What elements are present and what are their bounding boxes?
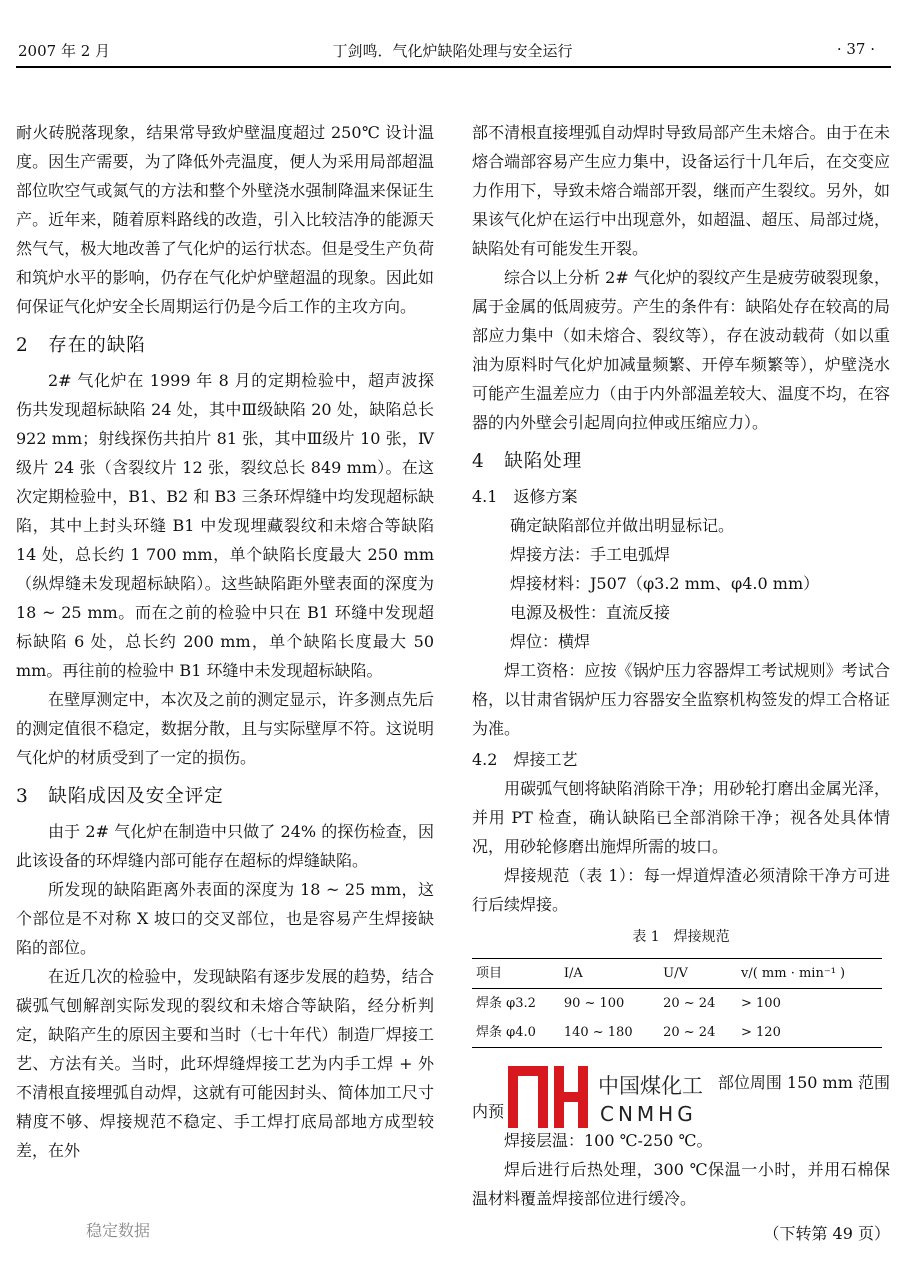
table-header: v/( mm · min⁻¹ ) bbox=[741, 966, 846, 981]
paragraph: 由于 2# 气化炉在制造中只做了 24% 的探伤检查，因此该设备的环焊缝内部可能存在超标的焊缝缺陷。 bbox=[16, 822, 434, 870]
table-header: U/V bbox=[663, 966, 688, 981]
paragraph: 2# 气化炉在 1999 年 8 月的定期检验中，超声波探伤共发现超标缺陷 24 处，其中Ⅲ级缺陷 20 处，缺陷总长 922 mm；射线探伤共拍片 81 张，其中Ⅲ级片 10 张，Ⅳ级片 24 张（含裂纹片 12 张，裂纹总长 849 mm）。在这次定期检验中，B1、B2 和 B3 三条环焊缝中均发现超标缺陷，其中上封头环缝 B1 中发现埋藏裂纹和未熔合等缺陷 14 处，总长约 1 700 mm，单个缺陷长度最大 250 mm（纵焊缝未发现超标缺陷）。这些缺陷距外壁表面的深度为 18 ~ 25 mm。而在之前的检验中只在 B1 环缝中发现超标缺陷 6 处，总长约 200 mm，单个缺陷长度最大 50 mm。再往前的检验中 B1 环缝中未发现超标缺陷。 bbox=[16, 371, 434, 680]
table-cell: 20 ~ 24 bbox=[663, 1025, 716, 1040]
table-cell: > 120 bbox=[741, 1025, 781, 1040]
paragraph: 焊接规范（表 1）：每一焊道焊渣必须清除干净方可进行后续焊接。 bbox=[472, 866, 890, 914]
paragraph: 部不清根直接埋弧自动焊时导致局部产生未熔合。由于在未熔合端部容易产生应力集中，设备运行十几年后，在交变应力作用下，导致未熔合端部开裂，继而产生裂纹。另外，如果该气化炉在运行中出现意外，如超温、超压、局部过烧，缺陷处有可能发生开裂。 bbox=[472, 123, 890, 258]
table-caption: 表 1 焊接规范 bbox=[632, 929, 730, 945]
page-header bbox=[0, 0, 905, 70]
list-item: 确定缺陷部位并做出明显标记。 bbox=[510, 516, 735, 535]
left-column bbox=[16, 118, 434, 1165]
watermark-text: 稳定数据 bbox=[86, 1221, 151, 1240]
header-rule bbox=[16, 66, 891, 68]
subsection-heading: 4.1 返修方案 bbox=[472, 487, 578, 506]
table-cell: 140 ~ 180 bbox=[563, 1025, 633, 1040]
paragraph: 在近几次的检验中，发现缺陷有逐步发展的趋势，结合碳弧气刨解剖实际发现的裂纹和未熔合等缺陷，经分析判定，缺陷产生的原因主要和当时（七十年代）制造厂焊接工艺、方法有关。当时，此环焊缝焊接工艺为内手工焊 + 外不清根直接埋弧自动焊，这就有可能因封头、简体加工尺寸精度不够、焊接规范不稳定、手工焊打底局部地方成型较差，在外 bbox=[16, 967, 434, 1160]
table-cell: 焊条 φ4.0 bbox=[476, 1025, 536, 1040]
issue-date: 2007 年 2 月 bbox=[18, 42, 111, 60]
paragraph: 焊后进行后热处理，300 ℃保温一小时，并用石棉保温材料覆盖焊接部位进行缓冷。 bbox=[472, 1160, 890, 1208]
table-header-row bbox=[472, 959, 882, 989]
table-cell: 20 ~ 24 bbox=[663, 996, 716, 1011]
watermark-logo bbox=[506, 1062, 716, 1132]
list-item: 焊接方法：手工电弧焊 bbox=[510, 545, 671, 564]
paragraph-fragment: 内预 bbox=[472, 1102, 505, 1121]
paragraph-fragment: 部位周围 150 mm 范围 bbox=[717, 1073, 890, 1092]
paragraph: 焊工资格：应按《锅炉压力容器焊工考试规则》考试合格，以甘肃省锅炉压力容器安全监察机构签发的焊工合格证为准。 bbox=[472, 661, 890, 738]
continuation-note: （下转第 49 页） bbox=[763, 1224, 890, 1243]
table-row bbox=[472, 989, 882, 1019]
table-header: 项目 bbox=[476, 966, 503, 981]
running-title: 丁剑鸣．气化炉缺陷处理与安全运行 bbox=[332, 42, 573, 60]
paragraph: 综合以上分析 2# 气化炉的裂纹产生是疲劳破裂现象，属于金属的低周疲劳。产生的条件有：缺陷处存在较高的局部应力集中（如未熔合、裂纹等），存在波动载荷（如以重油为原料时气化炉加减量频繁、开停车频繁等），炉壁浇水可能产生温差应力（由于内外部温差较大、温度不均，在容器的内外壁会引起周向拉伸或压缩应力）。 bbox=[472, 268, 890, 432]
paragraph: 所发现的缺陷距离外表面的深度为 18 ~ 25 mm，这个部位是不对称 X 坡口的交叉部位，也是容易产生焊接缺陷的部位。 bbox=[16, 880, 434, 957]
paragraph: 焊接层温：100 ℃-250 ℃。 bbox=[504, 1131, 713, 1150]
table-cell: > 100 bbox=[741, 996, 781, 1011]
page-number: · 37 · bbox=[836, 40, 875, 58]
list-item: 电源及极性：直流反接 bbox=[510, 603, 671, 622]
paragraph: 耐火砖脱落现象，结果常导致炉壁温度超过 250℃ 设计温度。因生产需要，为了降低外壳温度，便人为采用局部超温部位吹空气或氮气的方法和整个外壁浇水强制降温来保证生产。近年来，随着原料路线的改造，引入比较洁净的能源天然气气，极大地改善了气化炉的运行状态。但是受生产负荷和筑炉水平的影响，仍存在气化炉炉壁超温的现象。因此如何保证气化炉安全长周期运行仍是今后工作的主攻方向。 bbox=[16, 123, 434, 316]
table-cell: 90 ~ 100 bbox=[563, 996, 625, 1011]
paragraph: 用碳弧气刨将缺陷消除干净；用砂轮打磨出金属光泽，并用 PT 检查，确认缺陷已全部消除干净；视各处具体情况，用砂轮修磨出施焊所需的坡口。 bbox=[472, 779, 890, 856]
table-header: I/A bbox=[563, 966, 583, 981]
welding-spec-table bbox=[472, 958, 882, 1048]
cnmhg-logo-icon bbox=[506, 1062, 590, 1132]
paragraph: 在壁厚测定中，本次及之前的测定显示，许多测点先后的测定值很不稳定，数据分散，且与实际壁厚不符。这说明气化炉的材质受到了一定的损伤。 bbox=[16, 690, 434, 767]
table-row bbox=[472, 1018, 882, 1048]
logo-chinese-text: 中国煤化工 bbox=[598, 1074, 703, 1098]
list-item: 焊位：横焊 bbox=[510, 632, 591, 651]
section-heading: 2 存在的缺陷 bbox=[16, 335, 146, 356]
subsection-heading: 4.2 焊接工艺 bbox=[472, 750, 578, 769]
list-item: 焊接材料：J507（φ3.2 mm、φ4.0 mm） bbox=[510, 574, 820, 593]
logo-english-text: CNMHG bbox=[600, 1102, 697, 1126]
section-heading: 4 缺陷处理 bbox=[472, 451, 583, 472]
table-cell: 焊条 φ3.2 bbox=[476, 996, 536, 1011]
section-heading: 3 缺陷成因及安全评定 bbox=[16, 786, 224, 807]
